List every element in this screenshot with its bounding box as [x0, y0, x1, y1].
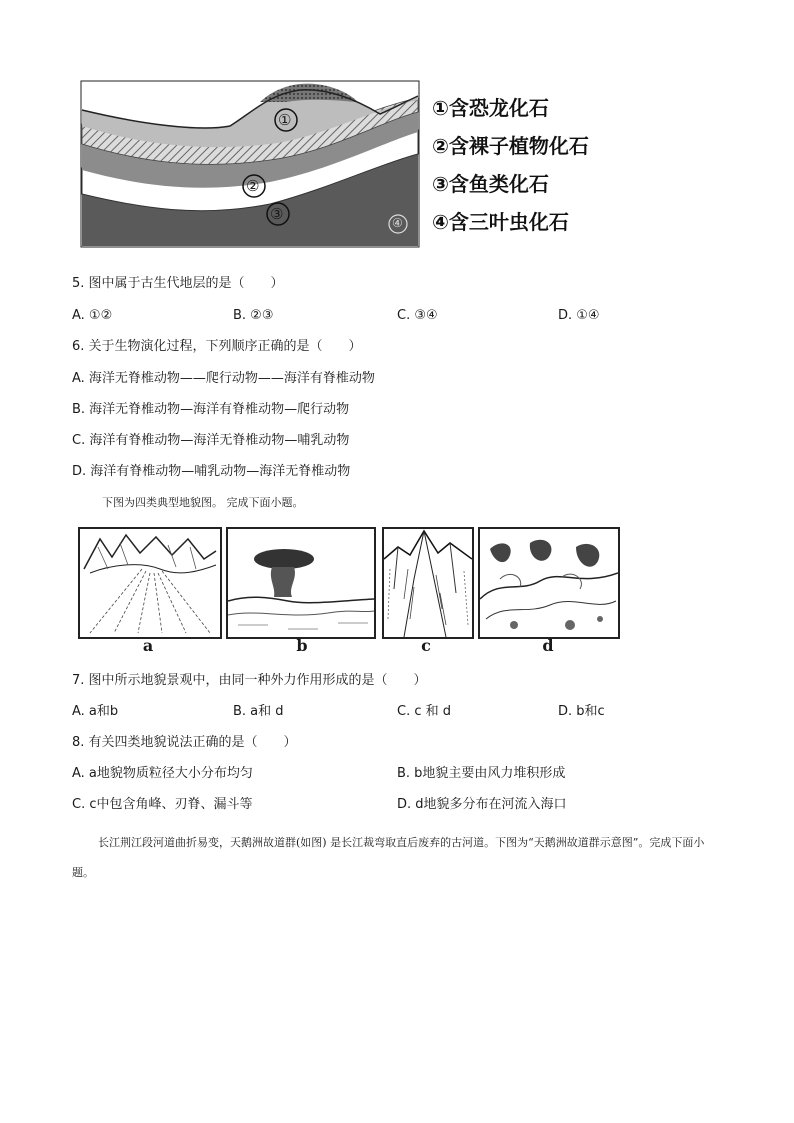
- layer-mark-2: ②: [246, 177, 260, 195]
- q6-stem: 6. 关于生物演化过程，下列顺序正确的是（ ）: [72, 339, 362, 354]
- legend-item-1: ①含恐龙化石: [432, 96, 549, 120]
- q6-option-d: D. 海洋有脊椎动物—哺乳动物—海洋无脊椎动物: [72, 464, 351, 479]
- landform-panel-b: [226, 527, 376, 639]
- q6-option-c: C. 海洋有脊椎动物—海洋无脊椎动物—哺乳动物: [72, 433, 350, 448]
- q5-option-c: C. ③④: [397, 308, 438, 323]
- landform-panel-d: [478, 527, 620, 639]
- q8-option-b: B. b地貌主要由风力堆积形成: [397, 766, 566, 781]
- q6-option-a: A. 海洋无脊椎动物——爬行动物——海洋有脊椎动物: [72, 371, 375, 386]
- strata-legend: [432, 96, 589, 234]
- layer-mark-1: ①: [278, 111, 292, 129]
- q8-option-a: A. a地貌物质粒径大小分布均匀: [72, 766, 253, 781]
- landform-label-a: a: [142, 636, 154, 655]
- layer-mark-3: ③: [270, 205, 284, 223]
- q5-option-d: D. ①④: [558, 308, 600, 323]
- q5-option-a: A. ①②: [72, 308, 113, 323]
- q7-option-b: B. a和 d: [233, 704, 284, 719]
- alluvial-fan-sketch: [80, 529, 220, 637]
- q8-stem: 8. 有关四类地貌说法正确的是（ ）: [72, 735, 297, 750]
- glacial-horn-sketch: [384, 529, 472, 637]
- q7-option-d: D. b和c: [558, 704, 605, 719]
- mushroom-rock-sketch: [228, 529, 374, 637]
- landform-panel-c: [382, 527, 474, 639]
- legend-item-2: ②含裸子植物化石: [432, 134, 589, 158]
- landform-label-d: d: [542, 636, 554, 655]
- landform-panel-a: [78, 527, 222, 639]
- q7-stem: 7. 图中所示地貌景观中，由同一种外力作用形成的是（ ）: [72, 673, 427, 688]
- legend-item-3: ③含鱼类化石: [432, 172, 549, 196]
- q6-option-b: B. 海洋无脊椎动物—海洋有脊椎动物—爬行动物: [72, 402, 350, 417]
- q5-option-b: B. ②③: [233, 308, 274, 323]
- q5-stem: 5. 图中属于古生代地层的是（ ）: [72, 276, 284, 291]
- legend-item-4: ④含三叶虫化石: [432, 210, 569, 234]
- karst-sketch: [480, 529, 618, 637]
- landform-label-c: c: [421, 636, 431, 655]
- strata-figure: [80, 80, 420, 248]
- tianezhou-intro: 长江荆江段河道曲折易变，天鹅洲故道群(如图) 是长江裁弯取直后废弃的古河道。下图为“天鹅洲故道群示意图”。完成下面小题。: [72, 836, 705, 879]
- q7-option-c: C. c 和 d: [397, 704, 452, 719]
- q8-option-d: D. d地貌多分布在河流入海口: [397, 797, 567, 812]
- landform-label-b: b: [296, 636, 308, 655]
- q7-option-a: A. a和b: [72, 704, 119, 719]
- landform-intro: 下图为四类典型地貌图。 完成下面小题。: [102, 496, 304, 509]
- strata-cross-section: [80, 80, 420, 248]
- layer-mark-4: ④: [392, 216, 403, 230]
- q8-option-c: C. c中包含角峰、刃脊、漏斗等: [72, 797, 253, 812]
